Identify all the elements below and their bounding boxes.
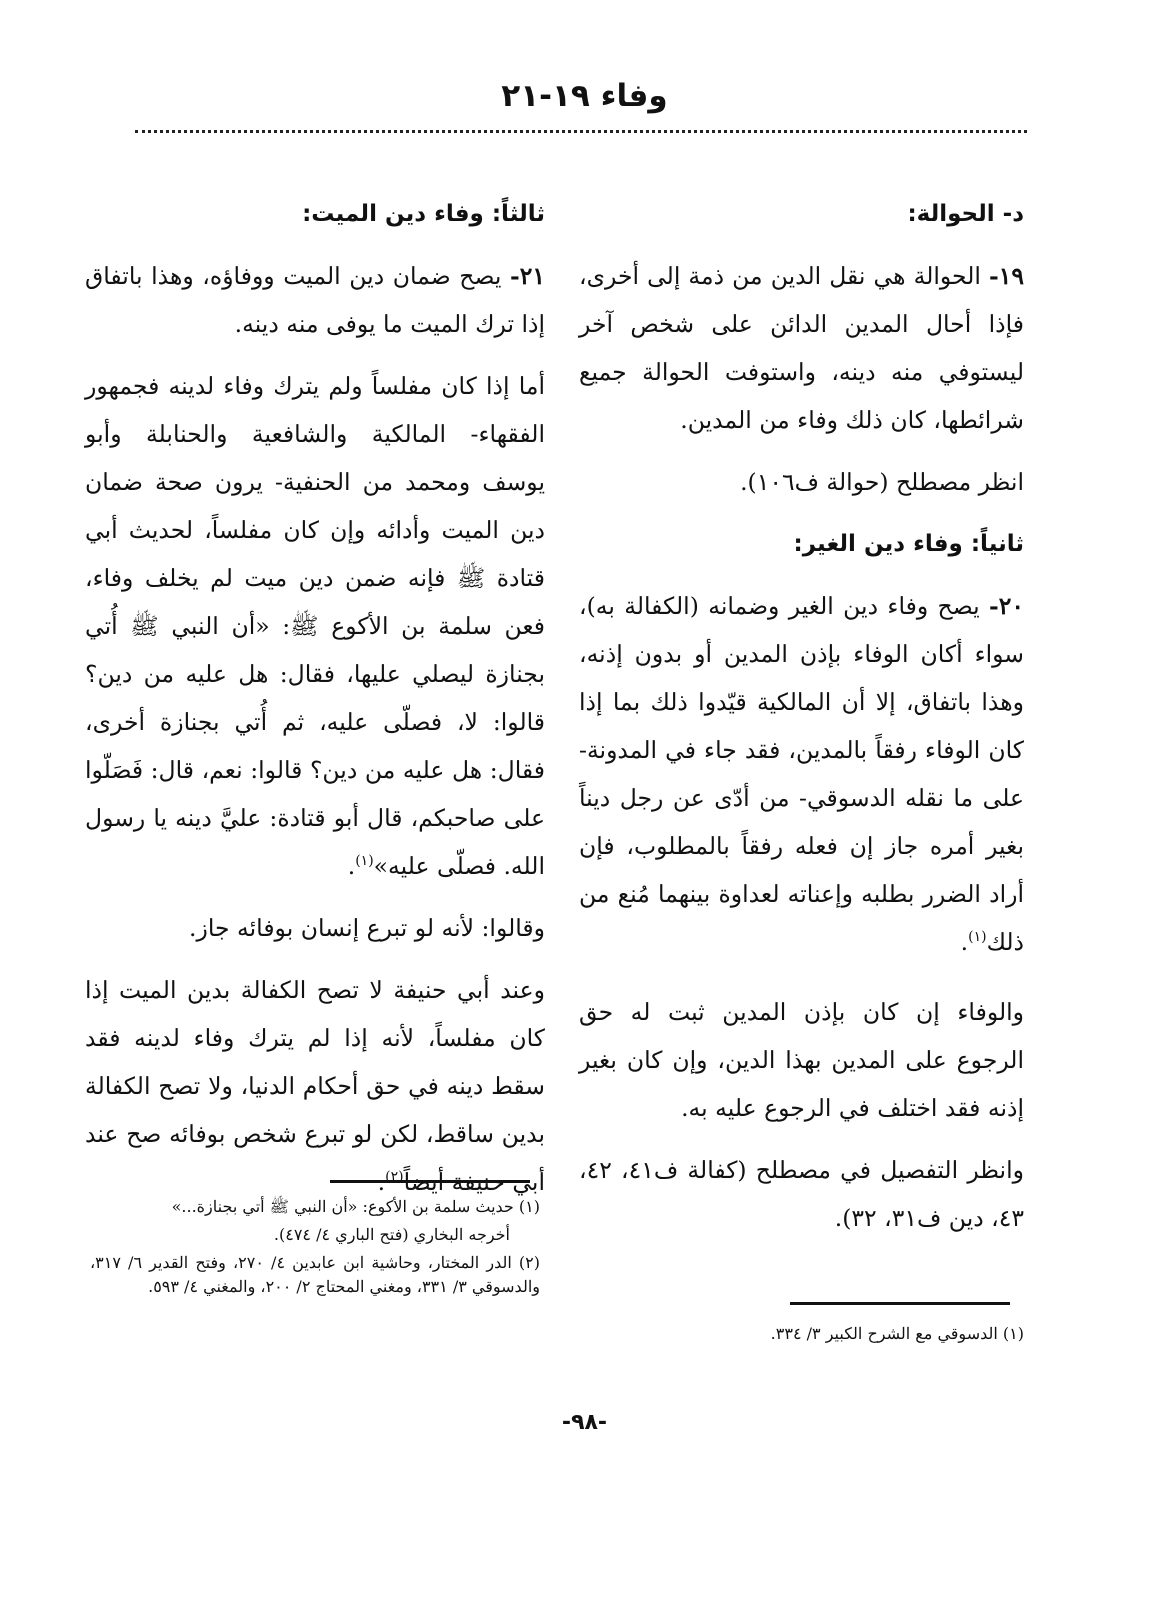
paragraph-text: الحوالة هي نقل الدين من ذمة إلى أخرى، فإذا أحال المدين الدائن على شخص آخر ليستوفي منه دينه، واستوفت الحوالة جميع شرائطها، كان ذلك وفاء من المدين. [579, 262, 1024, 434]
sentence-end: . [347, 852, 356, 880]
see-reference-hawala: انظر مصطلح (حوالة ف١٠٦). [740, 468, 1024, 496]
paragraph-text: وعند أبي حنيفة لا تصح الكفالة بدين الميت إذا كان مفلساً، لأنه إذا لم يترك وفاء لدينه فقد سقط دينه في حق أحكام الدنيا، ولا تصح الكفالة بدين ساقط، لكن لو تبرع شخص بوفائه صح عند أبي حنيفة أيضاً [85, 976, 545, 1196]
footnote-reference: (٢) [385, 1169, 404, 1186]
paragraph-number: ١٩- [988, 262, 1024, 290]
left-footnotes [90, 1195, 540, 1303]
paragraph-20-recourse: والوفاء إن كان بإذن المدين ثبت له حق الرجوع على المدين بهذا الدين، وإن كان بغير إذنه فقد اختلف في الرجوع عليه به. [579, 998, 1024, 1122]
paragraph-21-majority-view [85, 362, 545, 890]
right-column [579, 190, 1024, 1256]
section-3-heading: ثالثاً: وفاء دين الميت: [302, 201, 545, 227]
footnote-1: (١) الدسوقي مع الشرح الكبير ٣/ ٣٣٤. [770, 1324, 1024, 1343]
paragraph-21-reasoning: وقالوا: لأنه لو تبرع إنسان بوفائه جاز. [189, 914, 545, 942]
paragraph-20 [579, 582, 1024, 966]
section-2-heading: ثانياً: وفاء دين الغير: [793, 531, 1024, 557]
footnote-2: (٢) الدر المختار، وحاشية ابن عابدين ٤/ ٢٧٠، وفتح القدير ٦/ ٣١٧، والدسوقي ٣/ ٣٣١، ومغني المحتاج ٢/ ٢٠٠، والمغني ٤/ ٥٩٣. [90, 1253, 541, 1296]
paragraph-number: ٢٠- [988, 592, 1024, 620]
footnote-1: (١) حديث سلمة بن الأكوع: «أن النبي ﷺ أتي بجنازة...» [171, 1197, 540, 1216]
paragraph-19 [579, 252, 1024, 444]
sentence-end: . [377, 1168, 386, 1196]
paragraph-20-see-also: وانظر التفصيل في مصطلح (كفالة ف٤١، ٤٢، ٤٣، دين ف٣١، ٣٢). [579, 1156, 1024, 1232]
page-number: -٩٨- [561, 1410, 608, 1435]
paragraph-21 [85, 252, 545, 348]
left-footnote-rule [330, 1180, 530, 1183]
paragraph-21-abu-hanifa [85, 966, 545, 1206]
right-footnotes [579, 1322, 1024, 1350]
section-d-heading: د- الحوالة: [907, 201, 1024, 227]
right-footnote-rule [790, 1302, 1010, 1305]
running-title: وفاء ١٩-٢١ [501, 78, 668, 114]
header-dotted-rule [135, 130, 1027, 133]
footnote-1-source: أخرجه البخاري (فتح الباري ٤/ ٤٧٤). [273, 1225, 510, 1244]
paragraph-text: يصح وفاء دين الغير وضمانه (الكفالة به)، سواء أكان الوفاء بإذن المدين أو بدون إذنه، وهذا باتفاق، إلا أن المالكية قيّدوا ذلك بما إذا كان الوفاء رفقاً بالمدين، فقد جاء في المدونة- على ما نقله الدسوقي- من أدّى عن رجل ديناً بغير أمره جاز إن فعله رفقاً بالمطلوب، فإن أراد الضرر بطلبه وإعناته لعداوة بينهما مُنع من ذلك [579, 592, 1024, 956]
paragraph-text: يصح ضمان دين الميت ووفاؤه، وهذا باتفاق إذا ترك الميت ما يوفى منه دينه. [85, 262, 545, 338]
sentence-end: . [960, 928, 969, 956]
footnote-reference: (١) [355, 853, 374, 870]
paragraph-number: ٢١- [509, 262, 545, 290]
paragraph-text: أما إذا كان مفلساً ولم يترك وفاء لدينه فجمهور الفقهاء- المالكية والشافعية والحنابلة وأبو يوسف ومحمد من الحنفية- يرون صحة ضمان دين الميت وأدائه وإن كان مفلساً، لحديث أبي قتادة ﷺ فإنه ضمن دين ميت لم يخلف وفاء، فعن سلمة بن الأكوع ﷺ: «أن النبي ﷺ أُتي بجنازة ليصلي عليها، فقال: هل عليه من دين؟ قالوا: لا، فصلّى عليه، ثم أُتي بجنازة أخرى، فقال: هل عليه من دين؟ قالوا: نعم، قال: فَصَلّوا على صاحبكم، قال أبو قتادة: عليَّ دينه يا رسول الله. فصلّى عليه» [85, 372, 545, 880]
footnote-reference: (١) [968, 929, 987, 946]
left-column [85, 190, 545, 1220]
